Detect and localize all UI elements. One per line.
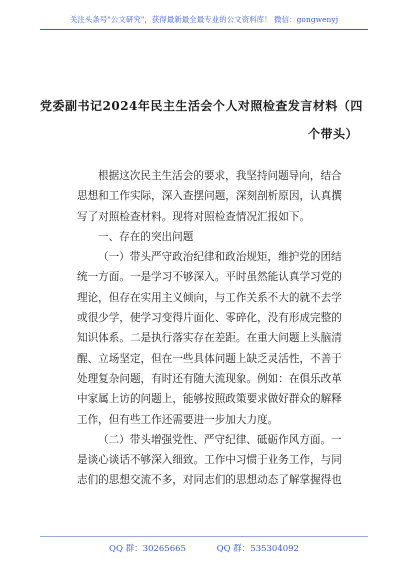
footer-qq-group-2: QQ 群：535304092 bbox=[216, 544, 299, 554]
paragraph-line: 醒、立场坚定，但在一些具体问题上缺乏灵活性，不善于 bbox=[77, 352, 342, 365]
paragraph-line: 知识体系。二是执行落实存在差距。在重大问题上头脑清 bbox=[77, 332, 342, 345]
paragraph-line: （一）带头严守政治纪律和政治规矩，维护党的团结 bbox=[98, 251, 342, 264]
paragraph-line: 写了对照检查材料。现将对照检查情况汇报如下。 bbox=[77, 210, 311, 223]
body-text bbox=[77, 166, 343, 491]
paragraph-line: 志们的思想交流不多，对同志们的思想动态了解掌握得也 bbox=[77, 474, 342, 487]
document-title-line-1: 党委副书记2024年民主生活会个人对照检查发言材料（四 bbox=[40, 99, 363, 113]
paragraph-line: 处理复杂问题，有时还有随大流现象。例如：在俱乐改革 bbox=[77, 372, 342, 385]
paragraph-line: 中家属上访的问题上，能够按照政策要求做好群众的解释 bbox=[77, 393, 342, 406]
paragraph-line: （二）带头增强党性、严守纪律、砥砺作风方面。一 bbox=[98, 433, 342, 446]
section-heading: 一、存在的突出问题 bbox=[98, 230, 194, 243]
footer-qq-group-1: QQ 群：30265665 bbox=[109, 544, 186, 554]
paragraph-line: 思想和工作实际，深入查摆问题，深刻剖析原因，认真撰 bbox=[77, 190, 342, 203]
footer-divider bbox=[40, 536, 368, 537]
paragraph-line: 工作，但有些工作还需要进一步加大力度。 bbox=[77, 413, 279, 426]
paragraph-line: 或很少学，使学习变得片面化、零碎化，没有形成完整的 bbox=[77, 312, 342, 325]
paragraph-line: 统一方面。一是学习不够深入。平时虽然能认真学习党的 bbox=[77, 271, 342, 284]
document-title-line-2: 个带头） bbox=[307, 127, 358, 141]
paragraph-line: 根据这次民主生活会的要求，我坚持问题导向，结合 bbox=[98, 170, 342, 182]
footer bbox=[0, 542, 408, 554]
header-divider bbox=[40, 29, 368, 30]
header-note: 关注头条号"公文研究"，获得最新最全最专业的公文资料库！ 微信：gongwenyj bbox=[69, 15, 339, 24]
paragraph-line: 理论，但存在实用主义倾向，与工作关系不大的就不去学 bbox=[77, 291, 342, 304]
paragraph-line: 是谈心谈话不够深入细致。工作中习惯于业务工作，与同 bbox=[77, 454, 342, 467]
